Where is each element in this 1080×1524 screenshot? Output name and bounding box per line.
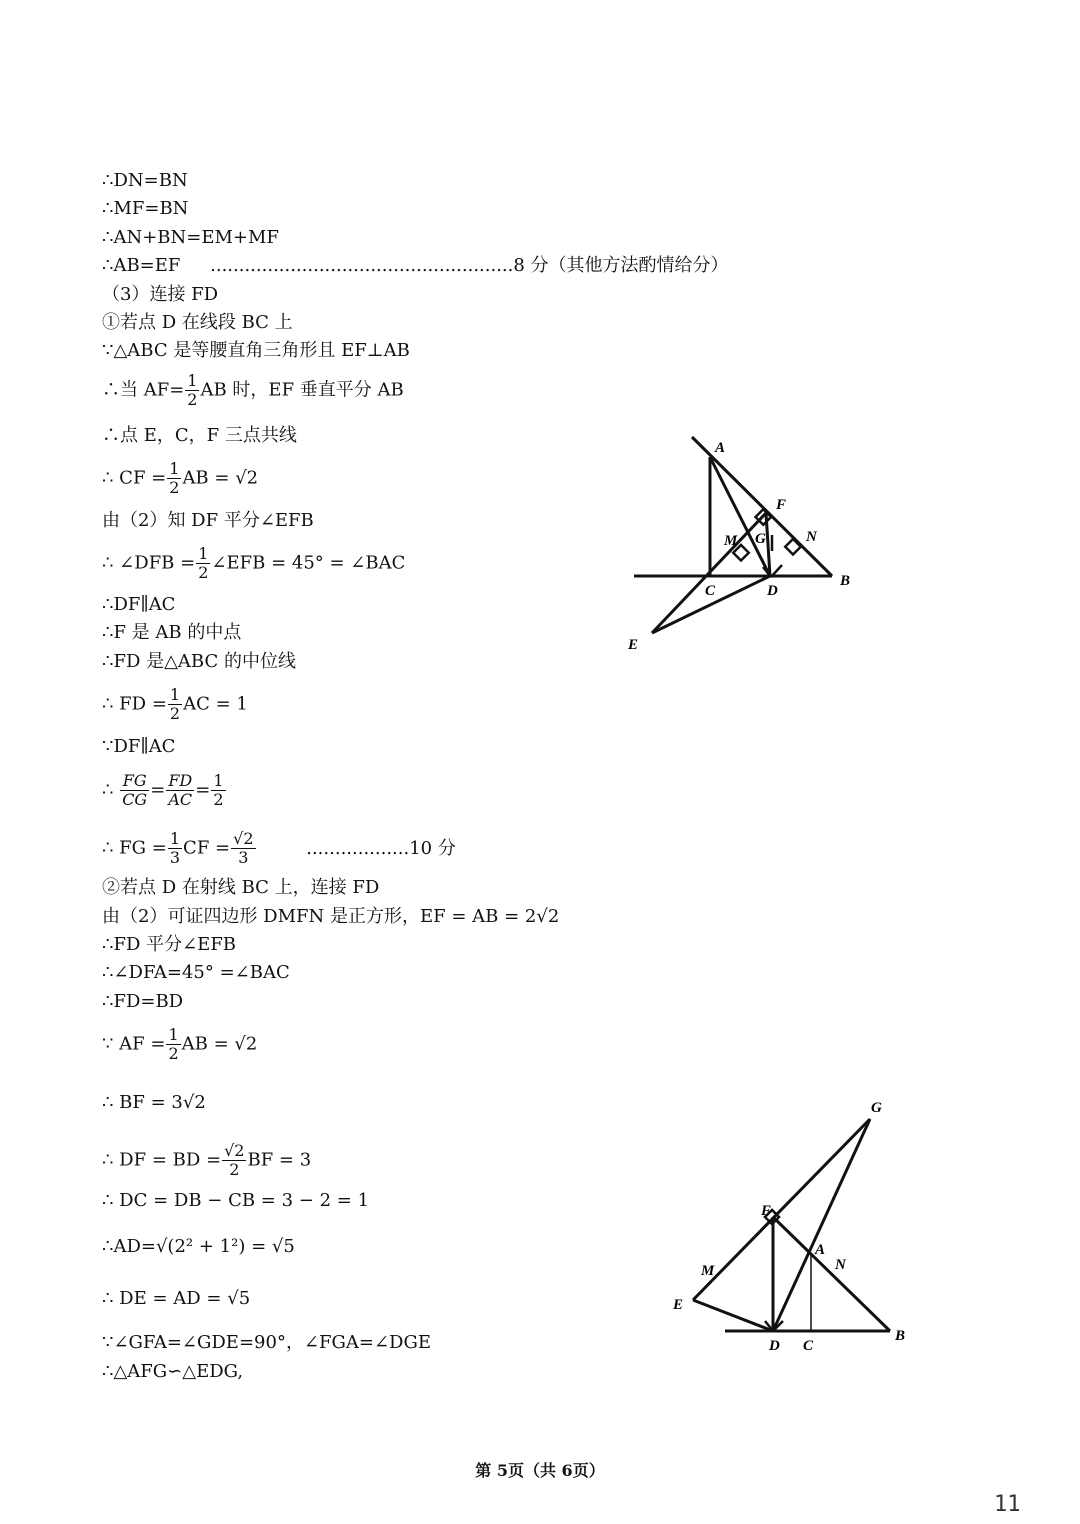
frac-den: 2 — [169, 478, 180, 497]
fraction-sqrt2-2 — [222, 1142, 246, 1179]
frac-num: 1 — [169, 829, 181, 848]
line-27-a: ∴ DF = BD = — [102, 1149, 222, 1171]
line-13: ∴DF∥AC — [102, 594, 176, 615]
line-20: ②若点 D 在射线 BC 上，连接 FD — [102, 877, 380, 898]
line-8-a: ∴当 AF= — [102, 379, 185, 401]
line-26: ∴ BF = 3√2 — [102, 1092, 206, 1113]
label-e: E — [673, 1297, 684, 1313]
line-3: ∴AN+BN=EM+MF — [102, 227, 279, 248]
line-15: ∴FD 是△ABC 的中位线 — [102, 651, 296, 672]
fraction-third — [168, 830, 182, 867]
line-19-a: ∴ FG = — [102, 837, 167, 859]
frac-den: 3 — [169, 848, 181, 867]
label-n: N — [835, 1257, 846, 1273]
line-ab — [692, 437, 832, 576]
fraction-fg-cg — [120, 772, 149, 809]
label-b: B — [895, 1328, 906, 1344]
line-8-b: AB 时，EF 垂直平分 AB — [200, 379, 404, 401]
line-31: ∵∠GFA=∠GDE=90°，∠FGA=∠DGE — [102, 1332, 432, 1353]
label-d: D — [767, 583, 778, 599]
line-12-b: ∠EFB = 45° = ∠BAC — [211, 552, 406, 574]
frac-den: 2 — [229, 1160, 240, 1179]
fraction-half — [185, 372, 199, 409]
line-30: ∴ DE = AD = √5 — [102, 1288, 251, 1309]
line-9: ∴点 E，C，F 三点共线 — [102, 425, 297, 446]
line-8 — [102, 372, 404, 409]
line-16-a: ∴ FD = — [102, 693, 167, 715]
frac-den: 2 — [169, 704, 181, 723]
line-16-b: AC = 1 — [183, 693, 248, 715]
line-23: ∴∠DFA=45° =∠BAC — [102, 962, 290, 983]
frac-den: 2 — [187, 390, 198, 409]
line-6: ①若点 D 在线段 BC 上 — [102, 312, 293, 333]
frac-den: AC — [168, 790, 193, 809]
frac-den: 3 — [238, 848, 249, 867]
line-27 — [102, 1142, 311, 1179]
line-25-b: AB = √2 — [181, 1033, 258, 1055]
line-4 — [102, 255, 729, 277]
frac-num: 1 — [198, 544, 209, 563]
frac-den: 2 — [213, 790, 224, 809]
line-12 — [102, 545, 405, 582]
frac-den: 2 — [168, 1044, 179, 1063]
line-10-b: AB = √2 — [182, 467, 259, 489]
label-e: E — [628, 637, 639, 653]
label-a: A — [815, 1242, 826, 1258]
fraction-half — [211, 772, 225, 809]
frac-num: 1 — [168, 1025, 179, 1044]
label-n: N — [806, 529, 817, 545]
fraction-half — [168, 686, 182, 723]
line-19-b: CF = — [183, 837, 231, 859]
frac-num: 1 — [169, 685, 181, 704]
line-10-a: ∴ CF = — [102, 467, 167, 489]
line-21: 由（2）可证四边形 DMFN 是正方形，EF = AB = 2√2 — [102, 906, 560, 927]
line-32: ∴△AFG∽△EDG, — [102, 1361, 244, 1382]
line-28: ∴ DC = DB − CB = 3 − 2 = 1 — [102, 1190, 370, 1211]
label-g: G — [755, 531, 766, 547]
label-a: A — [715, 440, 726, 456]
line-17: ∵DF∥AC — [102, 736, 176, 757]
fraction-sqrt2-3 — [231, 830, 255, 867]
line-7: ∵△ABC 是等腰直角三角形且 EF⊥AB — [102, 340, 410, 361]
line-18: ∴ $\frac{FG}{CG}$ = $\frac{FD}{AC}$ = $\frac{1}{2}$ — [102, 771, 224, 809]
frac-num: 1 — [187, 371, 198, 390]
line-14: ∴F 是 AB 的中点 — [102, 622, 242, 643]
score-8: .....................................................8 分（其他方法酌情给分） — [210, 255, 729, 276]
line-12-a: ∴ ∠DFB = — [102, 552, 196, 574]
label-d: D — [769, 1338, 780, 1354]
line-18-a: ∴ — [102, 779, 114, 801]
line-19 — [102, 830, 456, 867]
fraction-half — [166, 1026, 180, 1063]
label-g: G — [871, 1100, 882, 1116]
label-m: M — [724, 533, 738, 549]
frac-num: 1 — [169, 459, 180, 478]
label-c: C — [803, 1338, 814, 1354]
label-b: B — [840, 573, 851, 589]
line-11: 由（2）知 DF 平分∠EFB — [102, 510, 314, 531]
geometry-figure-2 — [665, 1095, 915, 1360]
line-4-main: ∴AB=EF — [102, 255, 181, 276]
frac-num: 1 — [213, 771, 224, 790]
line-fb — [773, 1217, 890, 1331]
label-f: F — [776, 497, 787, 513]
line-5: （3）连接 FD — [102, 284, 219, 305]
score-10: ..................10 分 — [306, 837, 456, 859]
label-m: M — [701, 1263, 715, 1279]
line-10 — [102, 460, 258, 497]
line-22: ∴FD 平分∠EFB — [102, 934, 237, 955]
page-number: 11 — [994, 1492, 1021, 1517]
page-footer: 第 5页（共 6页） — [475, 1461, 605, 1480]
line-ed — [693, 1300, 773, 1331]
line-27-b: BF = 3 — [247, 1149, 312, 1171]
frac-num: √2 — [233, 829, 254, 848]
fraction-half — [167, 460, 181, 497]
frac-den: 2 — [198, 563, 209, 582]
line-1: ∴DN=BN — [102, 170, 188, 191]
label-c: C — [705, 583, 716, 599]
frac-num: √2 — [224, 1141, 245, 1160]
frac-num: FD — [168, 771, 193, 790]
fraction-fd-ac — [166, 772, 194, 809]
geometry-figure-1 — [620, 425, 870, 660]
line-24: ∴FD=BD — [102, 991, 184, 1012]
line-29: ∴AD=√(2² + 1²) = √5 — [102, 1236, 295, 1257]
line-16 — [102, 686, 248, 723]
line-25 — [102, 1026, 257, 1063]
line-2: ∴MF=BN — [102, 198, 189, 219]
label-f: F — [761, 1203, 772, 1219]
line-25-a: ∵ AF = — [102, 1033, 166, 1055]
fraction-half — [196, 545, 210, 582]
frac-den: CG — [122, 790, 148, 809]
frac-num: FG — [120, 772, 149, 791]
